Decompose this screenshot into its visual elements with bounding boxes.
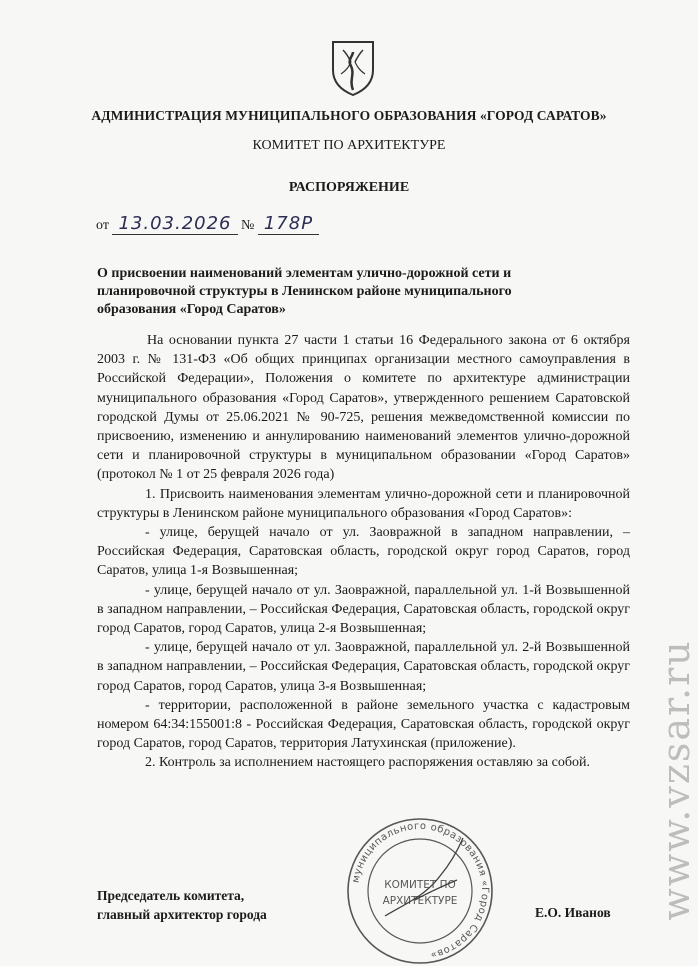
item-2-paragraph: 2. Контроль за исполнением настоящего распоряжения оставляю за собой.: [145, 755, 590, 771]
document-date: 13.03.2026: [112, 214, 237, 235]
department-name: КОМИТЕТ ПО АРХИТЕКТУРЕ: [252, 138, 446, 153]
stamp-center-line: АРХИТЕКТУРЕ: [382, 895, 458, 907]
position-line: Председатель комитета,: [97, 888, 245, 903]
site-watermark: [652, 600, 696, 960]
list-item: - улице, берущей начало от ул. Заовражной в западном направлении, – Российская Федерация, Саратовская область, городской округ город Саратов, город Саратов, улица 1-я Возвышенная;: [97, 525, 630, 579]
stamp-ring-text: муниципального образования «Город Саратов»: [350, 820, 491, 961]
title-line: планировочной структуры в Ленинском районе муниципального: [97, 284, 512, 299]
organization-name: АДМИНИСТРАЦИЯ МУНИЦИПАЛЬНОГО ОБРАЗОВАНИЯ «ГОРОД САРАТОВ»: [91, 108, 607, 123]
date-label: от: [96, 218, 109, 233]
title-line: О присвоении наименований элементам улично-дорожной сети и: [97, 266, 512, 281]
document-number: 178Р: [258, 214, 319, 235]
title-line: образования «Город Саратов»: [97, 302, 286, 317]
watermark-text: www.vzsar.ru: [654, 639, 698, 921]
signatory-name: Е.О. Иванов: [535, 905, 611, 920]
number-label: №: [241, 218, 255, 233]
document-type: РАСПОРЯЖЕНИЕ: [288, 180, 410, 195]
list-item: - улице, берущей начало от ул. Заовражной, параллельной ул. 1-й Возвышенной в западном направлении, – Российская Федерация, Саратовская область, городской округ город Саратов, город Саратов, улица 2-я Возвышенная;: [97, 582, 630, 637]
date-number-line: [96, 214, 319, 235]
item-1-paragraph: 1. Присвоить наименования элементам улично-дорожной сети и планировочной структуры в Ленинском районе муниципального образования «Город Саратов»:: [97, 486, 630, 521]
saratov-coat-of-arms-icon: [329, 40, 377, 96]
official-stamp: [345, 816, 495, 966]
list-item: - территории, расположенной в районе земельного участка с кадастровым номером 64:34:155001:8 - Российская Федерация, Саратовская область, городской округ город Саратов, город Саратов, территория Латухинская (приложение).: [97, 697, 630, 752]
document-body: [97, 331, 630, 773]
position-line: главный архитектор города: [97, 907, 267, 922]
document-title: [97, 265, 630, 319]
stamp-center-line: КОМИТЕТ ПО: [384, 879, 456, 891]
preamble-paragraph: На основании пункта 27 части 1 статьи 16 Федерального закона от 6 октября 2003 г. № 131-ФЗ «Об общих принципах организации местного самоуправления в Российской Федерации», Положения о комитете по архитектуре администрации муниципального образования «Город Саратов», утвержденного решением Саратовской городской Думы от 25.06.2021 № 90-725, решения межведомственной комиссии по присвоению, изменению и аннулированию наименований элементов улично-дорожной сети и планировочной структуры в муниципальном образовании «Город Саратов» (протокол № 1 от 25 февраля 2026 года): [97, 333, 630, 483]
signatory-position: [97, 886, 267, 924]
list-item: - улице, берущей начало от ул. Заовражной, параллельной ул. 2-й Возвышенной в западном направлении, – Российская Федерация, Саратовская область, городской округ город Саратов, город Саратов, улица 3-я Возвышенная;: [97, 640, 630, 694]
